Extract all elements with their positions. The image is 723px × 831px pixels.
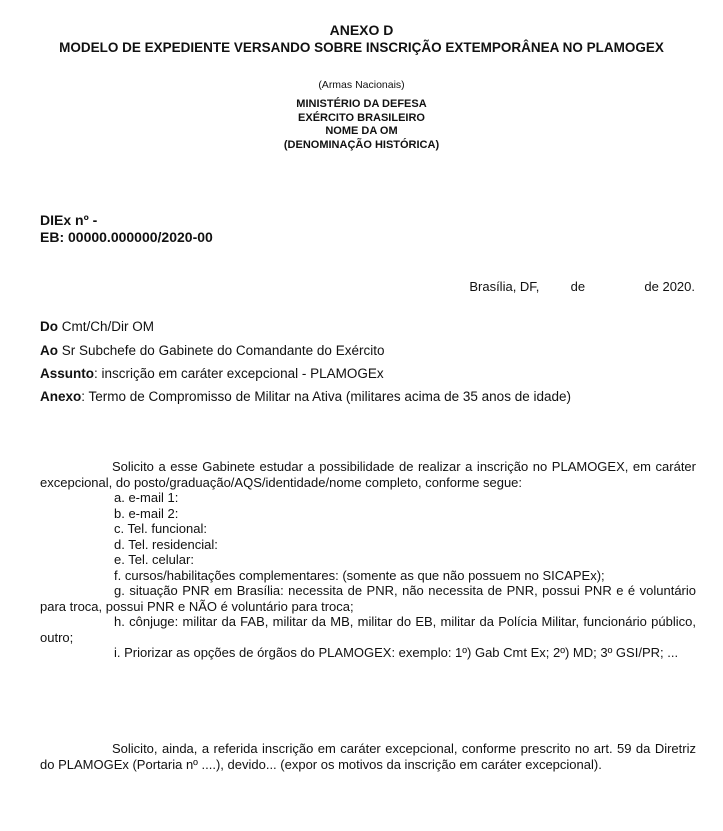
list-item: c. Tel. funcional: xyxy=(114,521,207,536)
date-year: de 2020. xyxy=(644,279,695,294)
to-value: Sr Subchefe do Gabinete do Comandante do Exército xyxy=(58,343,385,358)
list-item: h. cônjuge: militar da FAB, militar da MB, militar do EB, militar da Polícia Militar, funcionário público, outro; xyxy=(40,614,696,645)
annex-subtitle: MODELO DE EXPEDIENTE VERSANDO SOBRE INSCRIÇÃO EXTEMPORÂNEA NO PLAMOGEX xyxy=(59,40,664,55)
header-to xyxy=(40,343,384,358)
body-paragraph-2: Solicito, ainda, a referida inscrição em caráter excepcional, conforme prescrito no art. 59 da Diretriz do PLAMOGEx (Portaria nº ....), devido... (expor os motivos da inscrição em caráter excepcional). xyxy=(40,741,696,772)
to-label: Ao xyxy=(40,343,58,358)
list-item: f. cursos/habilitações complementares: (somente as que não possuem no SICAPEx); xyxy=(114,567,605,583)
from-label: Do xyxy=(40,319,58,334)
date-de: de xyxy=(570,279,586,294)
diex-number: DIEx nº - xyxy=(40,212,98,228)
org-army: EXÉRCITO BRASILEIRO xyxy=(298,111,425,124)
list-item: i. Priorizar as opções de órgãos do PLAMOGEX: exemplo: 1º) Gab Cmt Ex; 2º) MD; 3º GSI/PR; ... xyxy=(114,645,679,660)
list-item: e. Tel. celular: xyxy=(114,552,194,567)
date-place: Brasília, DF, xyxy=(469,279,540,294)
header-annex xyxy=(40,389,571,404)
request-items-list xyxy=(40,490,696,661)
annex-label: Anexo xyxy=(40,389,82,404)
from-value: Cmt/Ch/Dir OM xyxy=(58,319,154,334)
list-item: a. e-mail 1: xyxy=(114,490,179,505)
document-reference xyxy=(40,212,213,246)
date-line xyxy=(469,279,695,294)
list-item: b. e-mail 2: xyxy=(114,505,179,521)
annex-value: : Termo de Compromisso de Militar na Ativa (militares acima de 35 anos de idade) xyxy=(81,389,571,404)
annex-title: ANEXO D xyxy=(329,22,394,38)
subject-label: Assunto xyxy=(40,366,94,381)
body-paragraph-1: Solicito a esse Gabinete estudar a possibilidade de realizar a inscrição no PLAMOGEX, em caráter excepcional, do posto/graduação/AQS/identidade/nome completo, conforme segue: xyxy=(40,459,696,490)
eb-number: EB: 00000.000000/2020-00 xyxy=(40,229,213,245)
list-item: g. situação PNR em Brasília: necessita de PNR, não necessita de PNR, possui PNR e é voluntário para troca, possui PNR e NÃO é voluntário para troca; xyxy=(40,583,696,614)
org-om-name: NOME DA OM xyxy=(325,125,398,137)
list-item: d. Tel. residencial: xyxy=(114,536,218,552)
subject-value: : inscrição em caráter excepcional - PLAMOGEx xyxy=(94,366,384,381)
org-ministry: MINISTÉRIO DA DEFESA xyxy=(296,98,427,110)
header-from xyxy=(40,319,154,334)
header-subject xyxy=(40,366,384,381)
arms-placeholder: (Armas Nacionais) xyxy=(318,79,405,91)
org-historic-name: (DENOMINAÇÃO HISTÓRICA) xyxy=(283,138,440,151)
